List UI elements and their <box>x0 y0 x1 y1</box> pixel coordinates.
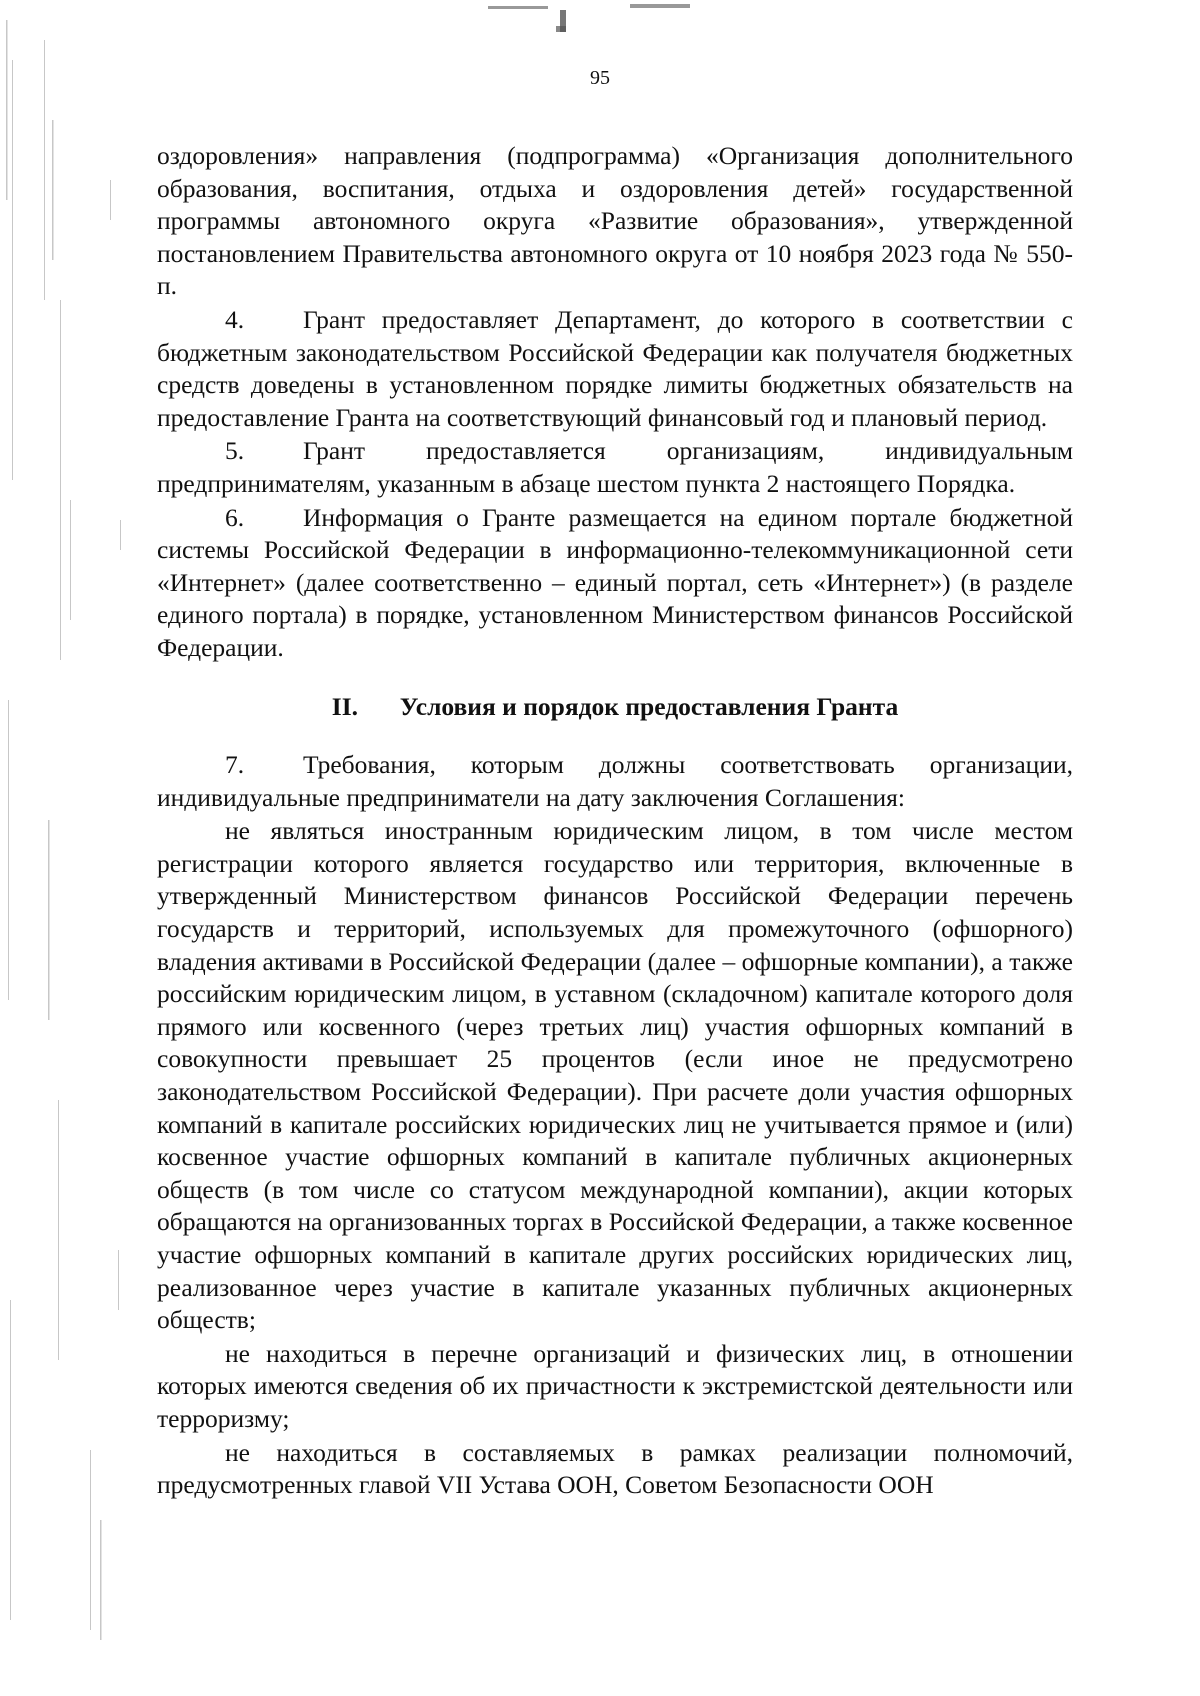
paragraph-item-4 <box>157 304 1073 434</box>
paragraph-text: оздоровления» направления (подпрограмма) «Организация дополнительного образования, воспитания, отдыха и оздоровления детей» государственной программы автономного округа «Развитие образования», утвержденной постановлением Правительства автономного округа от 10 ноября 2023 года № 550-п. <box>157 141 1073 301</box>
paragraph-continuation <box>157 140 1073 303</box>
paragraph-text: Грант предоставляется организациям, индивидуальным предпринимателям, указанным в абзаце шестом пункта 2 настоящего Порядка. <box>157 436 1073 498</box>
paragraph-number: 4. <box>225 304 245 334</box>
paragraph-text: Требования, которым должны соответствовать организации, индивидуальные предприниматели на дату заключения Соглашения: <box>157 750 1073 812</box>
paragraph-number: 6. <box>225 502 245 532</box>
paragraph-item-5 <box>157 435 1073 500</box>
section-number: II. <box>331 691 359 721</box>
paragraph-text: не находиться в составляемых в рамках реализации полномочий, предусмотренных главой VII Устава ООН, Советом Безопасности ООН <box>157 1437 1073 1500</box>
scan-edge-noise <box>0 0 150 1696</box>
requirement-extremism <box>157 1338 1073 1436</box>
page-number: 95 <box>590 67 610 89</box>
paragraph-item-6 <box>157 502 1073 665</box>
paragraph-number: 7. <box>225 750 245 780</box>
paragraph-text: Информация о Гранте размещается на едином портале бюджетной системы Российской Федерации в информационно-телекоммуникационной сети «Интернет» (далее соответственно – единый портал, сеть «Интернет») (в разделе единого портала) в порядке, установленном Министерством финансов Российской Федерации. <box>157 502 1073 662</box>
paragraph-text: не являться иностранным юридическим лицом, в том числе местом регистрации которого является государство или территория, включенные в утвержденный Министерством финансов Российской Федерации перечень государств и территорий, используемых для промежуточного (офшорного) владения активами в Российской Федерации (далее – офшорные компании), а также российским юридическим лицом, в уставном (складочном) капитале которого доля прямого или косвенного (через третьих лиц) участия офшорных компаний в совокупности превышает 25 процентов (если иное не предусмотрено законодательством Российской Федерации). При расчете доли участия офшорных компаний в капитале российских юридических лиц не учитывается прямое и (или) косвенное участие офшорных компаний в капитале публичных акционерных обществ (в том числе со статусом международной компании), акции которых обращаются на организованных торгах в Российской Федерации, а также косвенное участие офшорных компаний в капитале других российских юридических лиц, реализованное через участие в капитале указанных публичных акционерных обществ; <box>157 816 1073 1335</box>
paragraph-number: 5. <box>225 436 245 466</box>
section-title: Условия и порядок предоставления Гранта <box>399 691 899 721</box>
paragraph-item-7 <box>157 749 1073 814</box>
paragraph-text: Грант предоставляет Департамент, до которого в соответствии с бюджетным законодательством Российской Федерации как получателя бюджетных средств доведены в установленном порядке лимиты бюджетных обязательств на предоставление Гранта на соответствующий финансовый год и плановый период. <box>157 304 1073 432</box>
scan-top-noise <box>470 0 770 50</box>
document-body <box>157 140 1073 1502</box>
requirement-offshore <box>157 815 1073 1337</box>
section-heading <box>157 691 1073 724</box>
requirement-un-lists <box>157 1437 1073 1502</box>
paragraph-text: не находиться в перечне организаций и физических лиц, в отношении которых имеются сведения об их причастности к экстремистской деятельности или терроризму; <box>157 1338 1073 1433</box>
